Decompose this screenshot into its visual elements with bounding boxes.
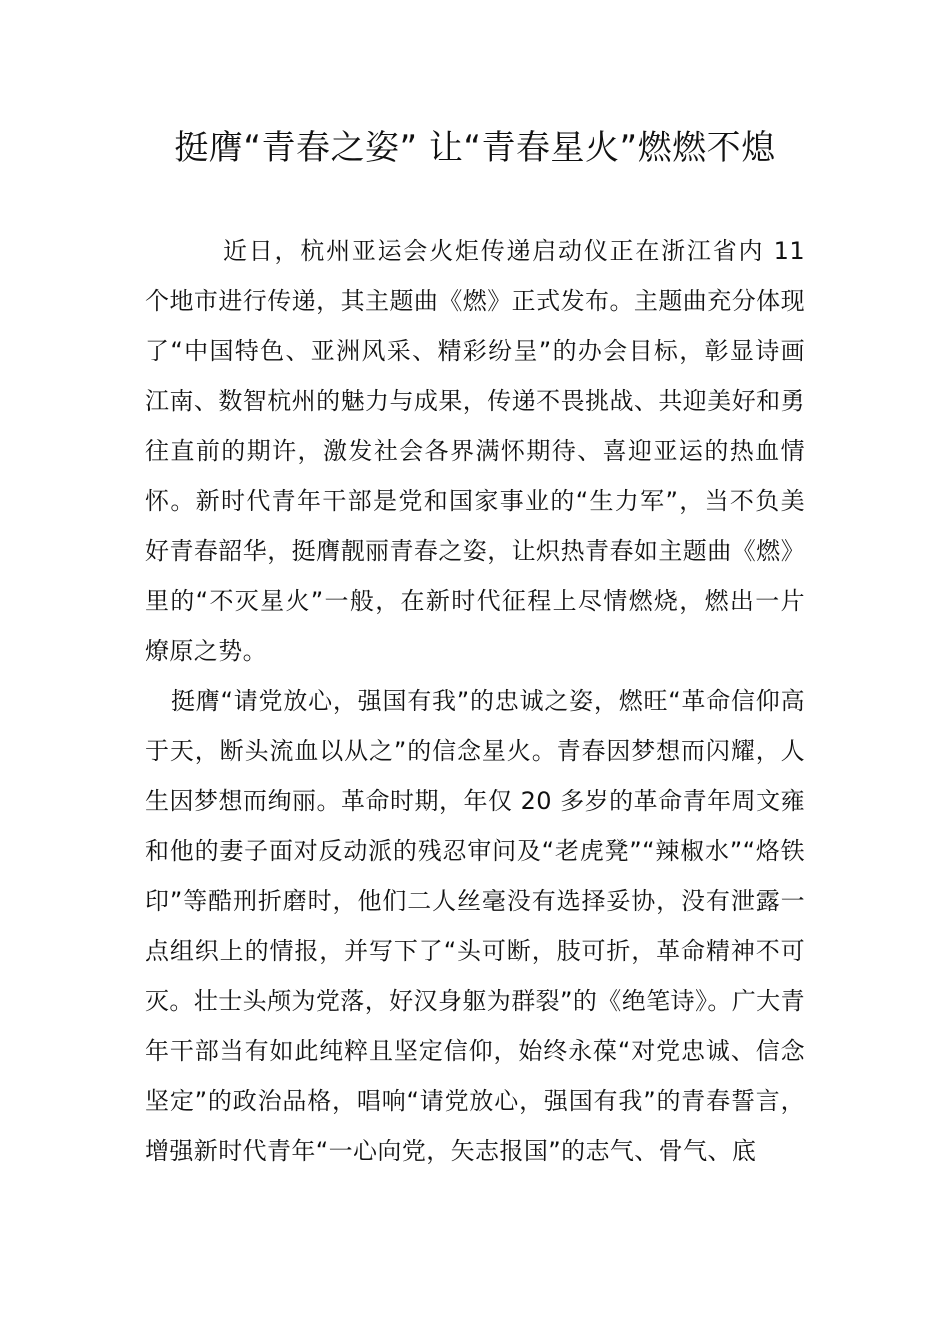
document-title: 挺膺“青春之姿” 让“青春星火”燃燃不熄 [174,128,776,168]
paragraph: 近日，杭州亚运会火炬传递启动仪正在浙江省内 11 个地市进行传递，其主题曲《燃》正式发布。主题曲充分体现了“中国特色、亚洲风采、精彩纷呈”的办会目标，彰显诗画江南、数智杭州的魅力与成果，传递不畏挑战、共迎美好和勇往直前的期许，激发社会各界满怀期待、喜迎亚运的热血情怀。新时代青年干部是党和国家事业的“生力军”，当不负美好青春韶华，挺膺靓丽青春之姿，让炽热青春如主题曲《燃》里的“不灭星火”一般，在新时代征程上尽情燃烧，燃出一片燎原之势。 [145,237,805,665]
paragraph: 挺膺“请党放心，强国有我”的忠诚之姿，燃旺“革命信仰高于天，断头流血以从之”的信念星火。青春因梦想而闪耀，人生因梦想而绚丽。革命时期，年仅 20 多岁的革命青年周文雍和他的妻子面对反动派的残忍审问及“老虎凳”“辣椒水”“烙铁印”等酷刑折磨时，他们二人丝毫没有选择妥协，没有泄露一点组织上的情报，并写下了“头可断，肢可折，革命精神不可灭。壮士头颅为党落，好汉身躯为群裂”的《绝笔诗》。广大青年干部当有如此纯粹且坚定信仰，始终永葆“对党忠诚、信念坚定”的政治品格，唱响“请党放心，强国有我”的青春誓言，增强新时代青年“一心向党，矢志报国”的志气、骨气、底 [145,687,805,1165]
document-body [145,226,805,1176]
